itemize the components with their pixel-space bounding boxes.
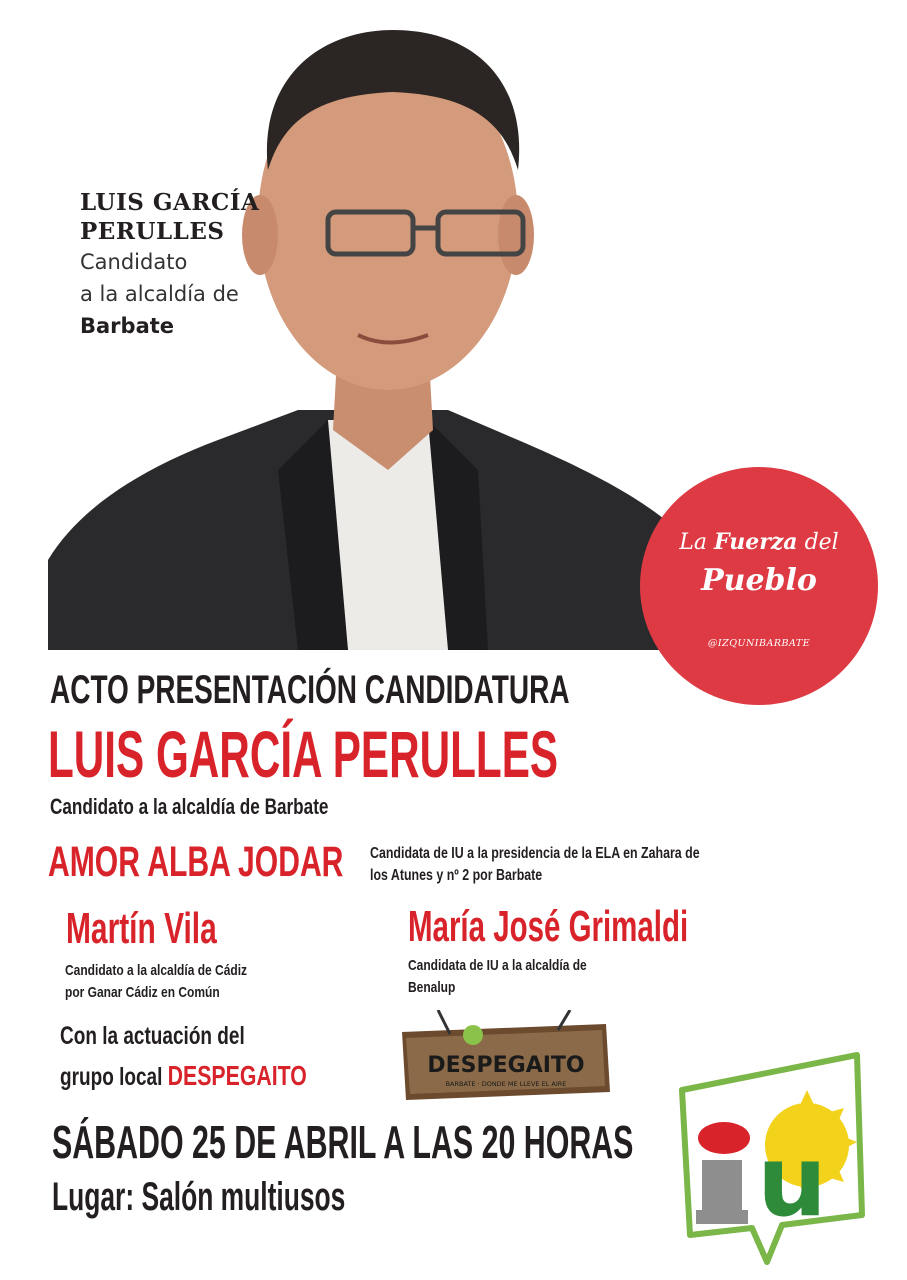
guest-martin-desc-line2: por Ganar Cádiz en Común bbox=[65, 984, 220, 1001]
guest-martin-desc-line1: Candidato a la alcaldía de Cádiz bbox=[65, 962, 248, 979]
candidate-name-block bbox=[80, 188, 310, 342]
slogan-badge bbox=[640, 467, 878, 705]
performance-line2-pre: grupo local bbox=[60, 1063, 163, 1091]
iu-logo bbox=[672, 1050, 872, 1265]
guest-amor-description bbox=[370, 843, 790, 887]
band-sign-subtitle: BARBATE · DONDE ME LLEVE EL AIRE bbox=[445, 1080, 567, 1088]
guest-martin-description bbox=[65, 960, 325, 1004]
guest-amor-desc-line2: los Atunes y nº 2 por Barbate bbox=[370, 867, 543, 884]
band-name: DESPEGAITO bbox=[167, 1060, 307, 1091]
performance-line2 bbox=[60, 1060, 307, 1092]
slogan-post: del bbox=[804, 530, 839, 555]
candidate-role-line1: Candidato bbox=[80, 250, 188, 274]
slogan-pre: La bbox=[679, 530, 707, 555]
event-title: ACTO PRESENTACIÓN CANDIDATURA bbox=[50, 668, 570, 712]
main-candidate-subtitle: Candidato a la alcaldía de Barbate bbox=[50, 794, 329, 819]
candidate-name-line2: PERULLES bbox=[80, 218, 225, 245]
guest-maria-desc-line1: Candidata de IU a la alcaldía de bbox=[408, 957, 587, 974]
candidate-role-line2: a la alcaldía de bbox=[80, 282, 239, 306]
guest-amor-name: AMOR ALBA JODAR bbox=[48, 838, 344, 886]
performance-line1: Con la actuación del bbox=[60, 1022, 245, 1050]
band-logo-sign bbox=[398, 1010, 613, 1104]
guest-maria-description bbox=[408, 955, 658, 999]
iu-logo-text: u bbox=[757, 1125, 827, 1239]
guest-maria-name: María José Grimaldi bbox=[408, 902, 689, 951]
guest-martin-name: Martín Vila bbox=[66, 904, 217, 953]
candidate-name-line1: LUIS GARCÍA bbox=[80, 189, 260, 216]
event-date: SÁBADO 25 DE ABRIL A LAS 20 HORAS bbox=[52, 1116, 634, 1168]
slogan-line1 bbox=[640, 529, 878, 555]
guest-maria-desc-line2: Benalup bbox=[408, 979, 456, 996]
event-place: Lugar: Salón multiusos bbox=[52, 1175, 346, 1219]
main-candidate-name: LUIS GARCÍA PERULLES bbox=[48, 717, 559, 791]
social-handle: @IZQUNIBARBATE bbox=[707, 638, 811, 649]
guest-amor-desc-line1: Candidata de IU a la presidencia de la ELA en Zahara de bbox=[370, 845, 700, 862]
band-sign-title: DESPEGAITO bbox=[427, 1053, 585, 1078]
slogan-line2: Pueblo bbox=[701, 563, 817, 598]
slogan-bold: Fuerza bbox=[714, 529, 798, 555]
candidate-town: Barbate bbox=[80, 314, 175, 338]
